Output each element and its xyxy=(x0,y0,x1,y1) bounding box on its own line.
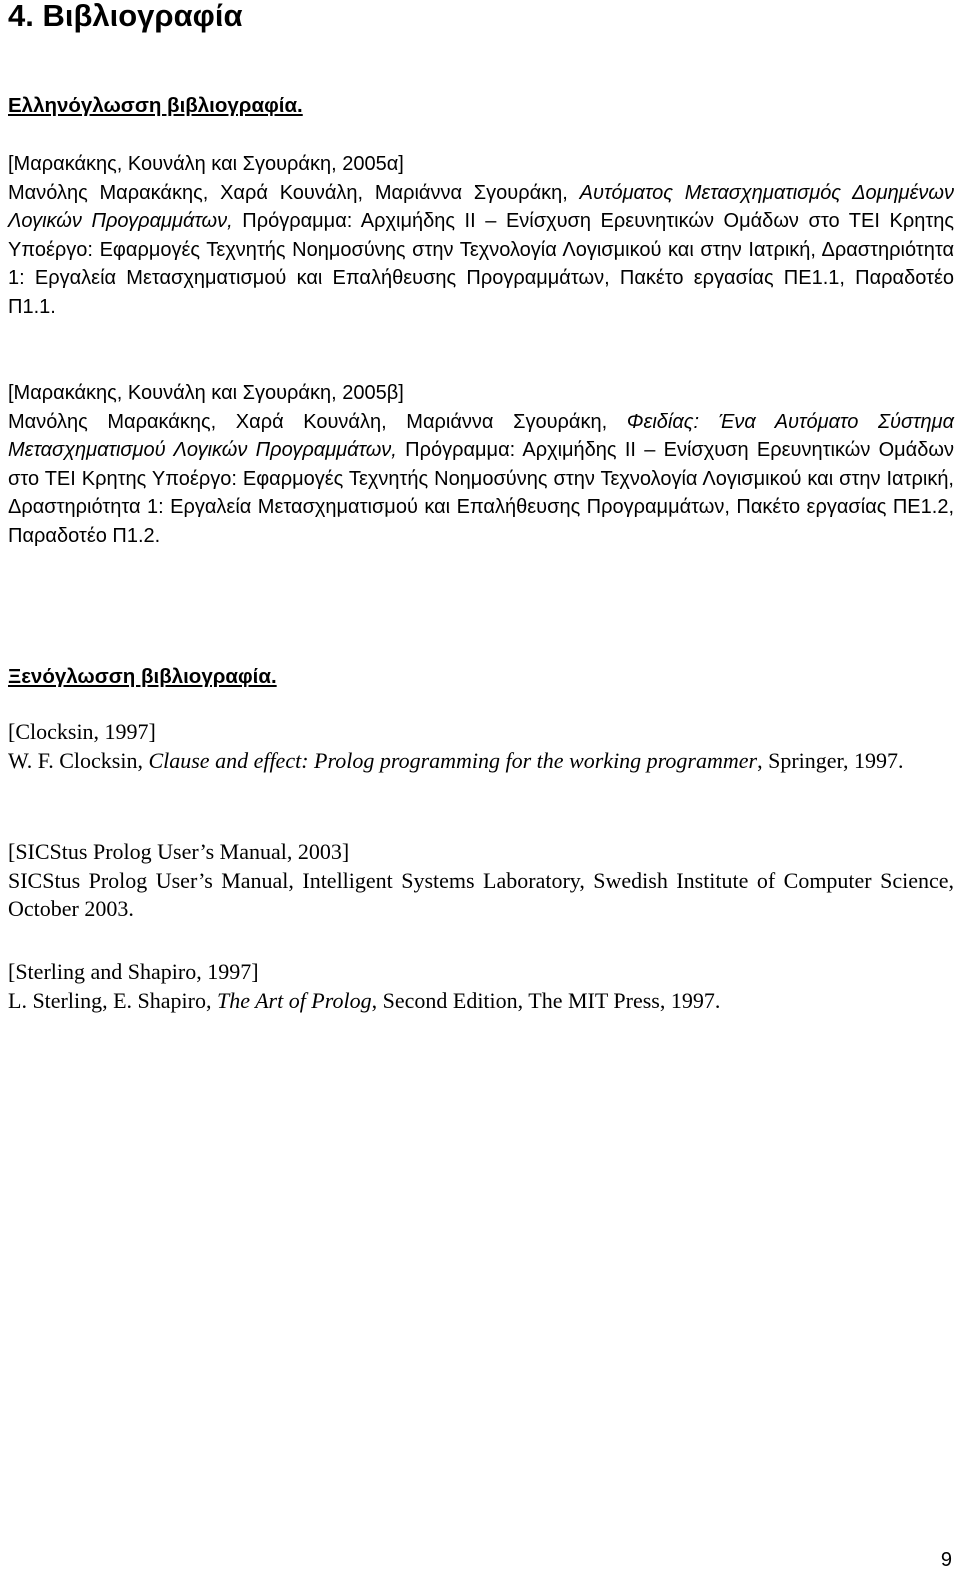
reference-body xyxy=(8,987,954,1016)
reference-title: The Art of Prolog xyxy=(216,987,372,1013)
reference-authors: L. Sterling, E. Shapiro, xyxy=(8,987,217,1013)
reference-authors: Μανόλης Μαρακάκης, Χαρά Κουνάλη, Μαριάννα Σγουράκη, xyxy=(8,410,627,433)
reference-body xyxy=(8,867,954,924)
reference-details: SICStus Prolog User’s Manual, Intelligent Systems Laboratory, Swedish Institute of Computer Science, October 2003. xyxy=(8,867,954,921)
reference-details: Πρόγραμμα: Αρχιμήδης ΙΙ – Ενίσχυση Ερευνητικών Ομάδων στο ΤΕΙ Κρητης Υποέργο: Εφαρμογές Τεχνητής Νοημοσύνης στην Τεχνολογία Λογισμικού και στην Ιατρική, Δραστηριότητα 1: Εργαλεία Μετασχηματισμού και Επαλήθευσης Προγραμμάτων, Πακέτο εργασίας ΠΕ1.1, Παραδοτέο Π1.1. xyxy=(8,210,954,318)
reference-details: , Second Edition, The MIT Press, 1997. xyxy=(371,987,721,1013)
greek-bibliography-title: Ελληνόγλωσση βιβλιογραφία. xyxy=(8,94,303,117)
reference-sterling-shapiro-1997 xyxy=(8,958,954,1015)
reference-key: [Sterling and Shapiro, 1997] xyxy=(8,959,259,984)
page-heading: 4. Βιβλιογραφία xyxy=(8,0,243,33)
foreign-bibliography-title: Ξενόγλωσση βιβλιογραφία. xyxy=(8,665,277,688)
reference-marakakis-2005b xyxy=(8,379,954,550)
reference-key: [Clocksin, 1997] xyxy=(8,719,156,744)
reference-clocksin-1997 xyxy=(8,718,954,775)
reference-details: Πρόγραμμα: Αρχιμήδης ΙΙ – Ενίσχυση Ερευνητικών Ομάδων στο ΤΕΙ Κρητης Υποέργο: Εφαρμογές Τεχνητής Νοημοσύνης στην Τεχνολογία Λογισμικού και στην Ιατρική, Δραστηριότητα 1: Εργαλεία Μετασχηματισμού και Επαλήθευσης Προγραμμάτων, Πακέτο εργασίας ΠΕ1.2, Παραδοτέο Π1.2. xyxy=(8,439,954,547)
reference-authors: Μανόλης Μαρακάκης, Χαρά Κουνάλη, Μαριάννα Σγουράκη, xyxy=(8,181,580,204)
reference-marakakis-2005a xyxy=(8,150,954,321)
reference-body xyxy=(8,747,954,776)
reference-key: [SICStus Prolog User’s Manual, 2003] xyxy=(8,839,350,864)
reference-authors: W. F. Clocksin, xyxy=(8,747,149,773)
reference-key: [Μαρακάκης, Κουνάλη και Σγουράκη, 2005β] xyxy=(8,382,404,404)
reference-key: [Μαρακάκης, Κουνάλη και Σγουράκη, 2005α] xyxy=(8,153,404,175)
page-number: 9 xyxy=(940,1549,952,1571)
reference-sicstus-2003 xyxy=(8,838,954,924)
reference-details: , Springer, 1997. xyxy=(757,747,904,773)
reference-body xyxy=(8,179,954,322)
reference-title: Φειδίας: Ένα Αυτόματο Σύστημα Μετασχηματισμού Λογικών Προγραμμάτων, xyxy=(8,410,954,461)
reference-title: Clause and effect: Prolog programming for the working programmer xyxy=(148,747,758,773)
reference-title: Αυτόματος Μετασχηματισμός Δομημένων Λογικών Προγραμμάτων, xyxy=(8,181,954,232)
reference-body xyxy=(8,408,954,551)
